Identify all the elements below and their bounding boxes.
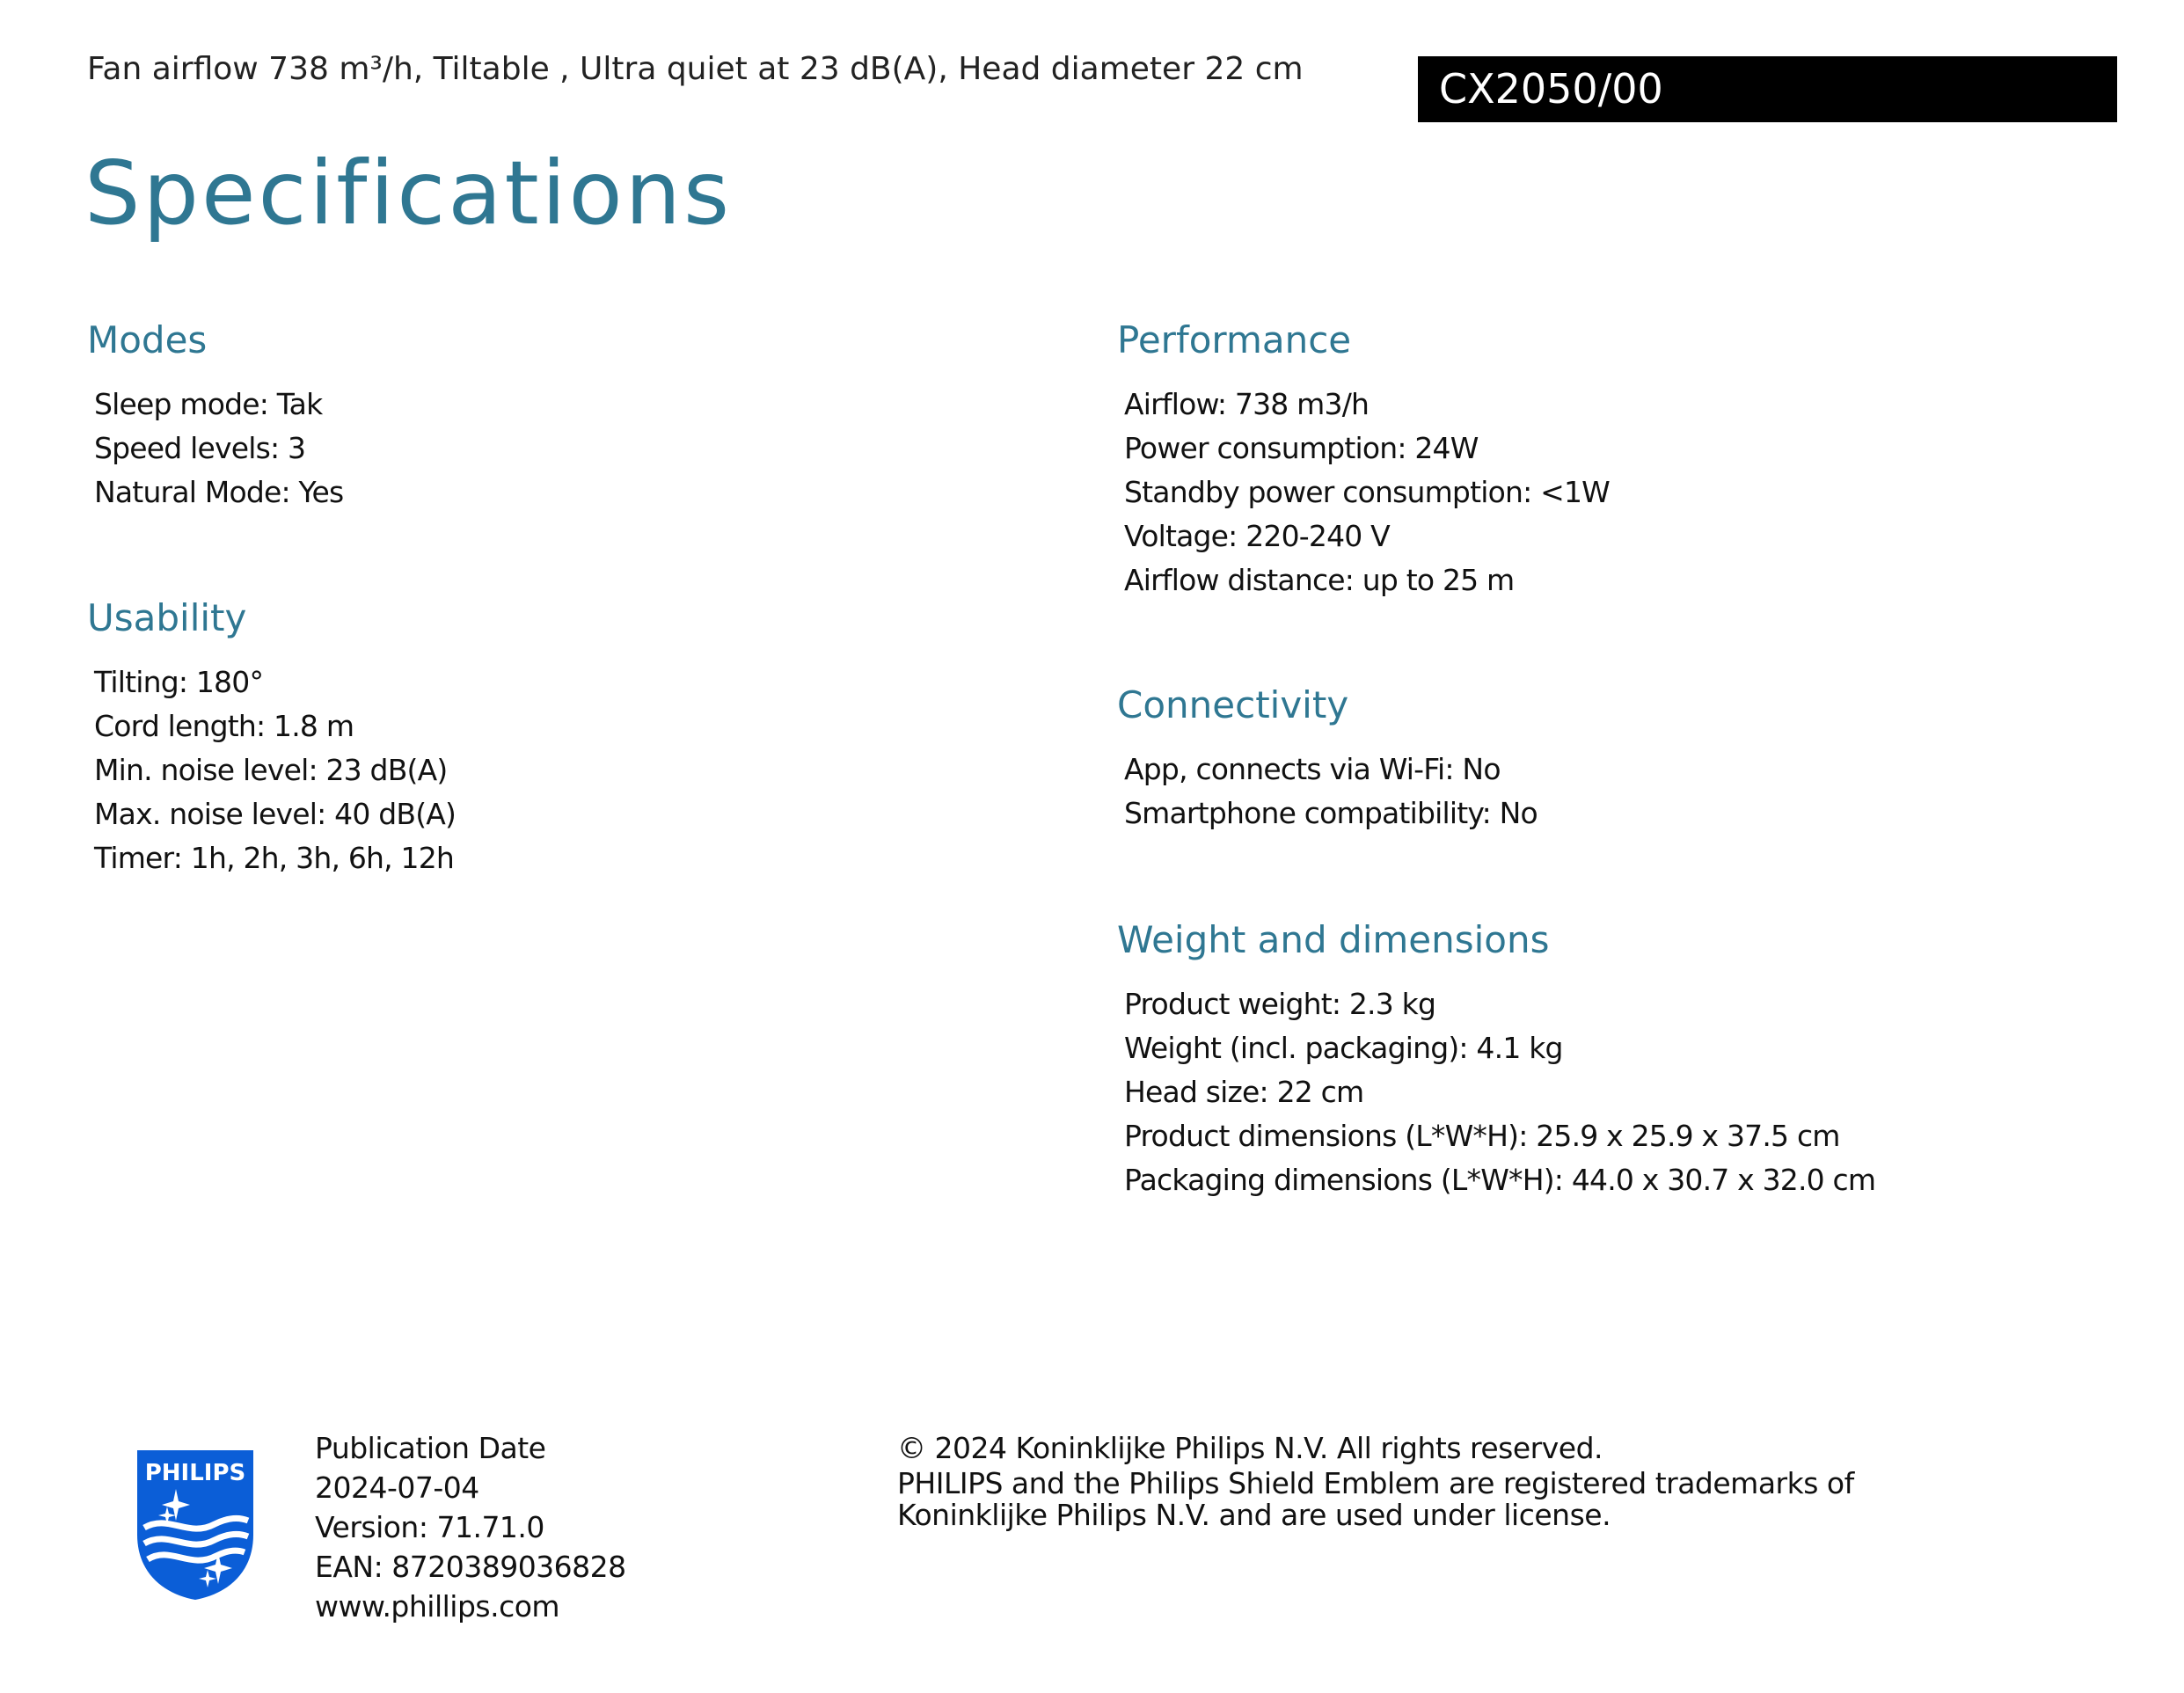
product-tagline: Fan airflow 738 m³/h, Tiltable , Ultra quiet at 23 dB(A), Head diameter 22 cm [87,51,1304,87]
publication-date: 2024-07-04 [315,1470,479,1505]
spec-item: Voltage: 220-240 V [1124,519,1390,553]
section-heading-weight-dimensions: Weight and dimensions [1117,918,1550,961]
page-title: Specifications [84,142,733,244]
spec-item: Airflow: 738 m3/h [1124,387,1370,421]
logo-wordmark: PHILIPS [144,1460,246,1486]
section-heading-usability: Usability [87,596,247,639]
spec-item: Product weight: 2.3 kg [1124,987,1436,1021]
spec-list-weight-dimensions [1124,982,1875,1202]
spec-item: Standby power consumption: <1W [1124,475,1610,509]
section-usability [87,592,456,880]
spec-item: Product dimensions (L*W*H): 25.9 x 25.9 x 37.5 cm [1124,1119,1840,1153]
spec-item: Tilting: 180° [94,665,264,699]
publication-label: Publication Date [315,1431,546,1465]
section-heading-modes: Modes [87,318,208,361]
version: Version: 71.71.0 [315,1510,544,1544]
spec-list-connectivity [1124,748,1538,836]
model-number-banner [1418,56,2117,122]
spec-list-usability [94,660,456,880]
spec-item: Speed levels: 3 [94,431,306,465]
section-weight-dimensions [1117,914,1875,1202]
trademark-line: PHILIPS and the Philips Shield Emblem are registered trademarks of [897,1466,1854,1500]
spec-item: Sleep mode: Tak [94,387,323,421]
spec-item: Natural Mode: Yes [94,475,344,509]
spec-item: Head size: 22 cm [1124,1075,1364,1109]
philips-shield-logo [134,1447,257,1602]
ean: EAN: 8720389036828 [315,1550,626,1584]
section-modes [87,314,343,514]
section-performance [1117,314,1610,602]
spec-item: Smartphone compatibility: No [1124,796,1538,830]
spec-item: Airflow distance: up to 25 m [1124,563,1515,597]
spec-item: Cord length: 1.8 m [94,709,354,743]
model-number: CX2050/00 [1439,65,1663,113]
website-link[interactable]: www.phillips.com [315,1589,560,1624]
legal-notice [897,1428,1854,1531]
publication-info [315,1428,626,1626]
spec-list-performance [1124,383,1610,602]
spec-item: Timer: 1h, 2h, 3h, 6h, 12h [94,841,455,875]
trademark-line: Koninklijke Philips N.V. and are used under license. [897,1498,1611,1532]
spec-item: Min. noise level: 23 dB(A) [94,753,448,787]
spec-item: Packaging dimensions (L*W*H): 44.0 x 30.7 x 32.0 cm [1124,1163,1876,1197]
section-heading-performance: Performance [1117,318,1352,361]
spec-item: Max. noise level: 40 dB(A) [94,797,457,831]
spec-item: Weight (incl. packaging): 4.1 kg [1124,1031,1563,1065]
spec-list-modes [94,383,343,514]
section-heading-connectivity: Connectivity [1117,683,1349,726]
spec-item: Power consumption: 24W [1124,431,1479,465]
copyright: © 2024 Koninklijke Philips N.V. All rights reserved. [897,1431,1603,1465]
section-connectivity [1117,679,1538,836]
spec-item: App, connects via Wi-Fi: No [1124,752,1501,786]
